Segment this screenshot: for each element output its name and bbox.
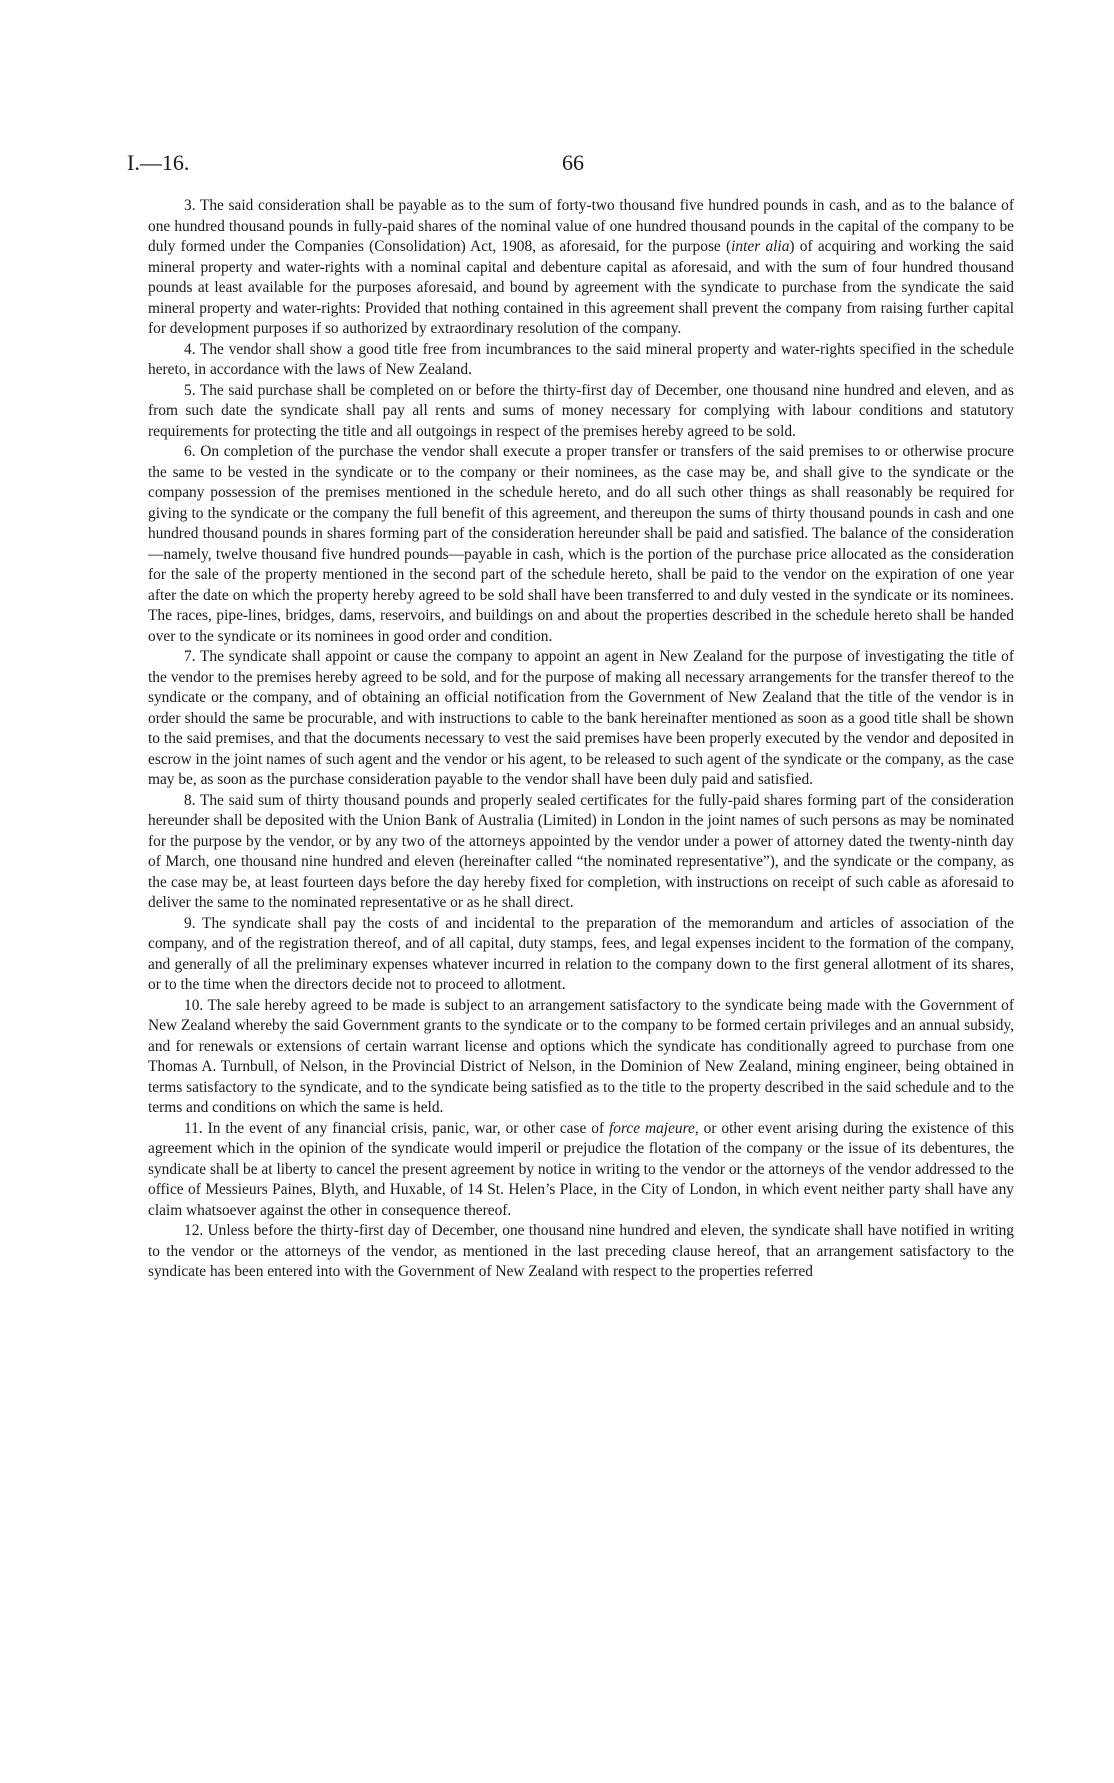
clause-3-text-a: 3. The said consideration shall be payable as to the sum of forty-two thousand five hundred pounds in cash, and as to the balance of one hundred thousand pounds in fully-paid shares of the nominal value of one hundred thousand pounds in the capital of the company to be duly formed under the Companies (Consolidation) Act, 1908, as aforesaid, for the purpose (	[148, 197, 1014, 255]
clause-3	[148, 196, 1014, 340]
clause-5: 5. The said purchase shall be completed on or before the thirty-first day of December, one thousand nine hundred and eleven, and as from such date the syndicate shall pay all rents and sums of money necessary for complying with labour conditions and statutory requirements for protecting the title and all outgoings in respect of the premises hereby agreed to be sold.	[148, 381, 1014, 440]
clause-8: 8. The said sum of thirty thousand pounds and properly sealed certificates for the fully-paid shares forming part of the consideration hereunder shall be deposited with the Union Bank of Australia (Limited) in London in the joint names of such persons as may be nominated for the purpose by the vendor, or by any two of the attorneys appointed by the vendor under a power of attorney dated the twenty-ninth day of March, one thousand nine hundred and eleven (hereinafter called “the nominated representative”), and the syndicate or the company, as the case may be, at least fourteen days before the day hereby fixed for completion, with instructions on receipt of such cable as aforesaid to deliver the same to the nominated representative or as he shall direct.	[148, 791, 1014, 911]
page-number: 66	[562, 150, 584, 175]
clause-7: 7. The syndicate shall appoint or cause the company to appoint an agent in New Zealand for the purpose of investigating the title of the vendor to the premises hereby agreed to be sold, and for the purpose of making all necessary arrangements for the transfer thereof to the syndicate or the company, and of obtaining an official notification from the Government of New Zealand that the title of the vendor is in order should the same be procurable, and with instructions to cable to the bank hereinafter mentioned as soon as a good title shall be shown to the said premises, and that the documents necessary to vest the said premises have been properly executed by the vendor and deposited in escrow in the joint names of such agent and the vendor or his agent, to be released to such agent of the syndicate or the company, as the case may be, as soon as the purchase consideration payable to the vendor shall have been duly paid and satisfied.	[148, 648, 1014, 788]
clause-3-text-b: ) of acquiring and working the said mineral property and water-rights with a nominal capital and debenture capital as aforesaid, and with the sum of four hundred thousand pounds at least available for the purposes aforesaid, and bound by agreement with the syndicate to purchase from the syndicate the said mineral property and water-rights: Provided that nothing contained in this agreement shall prevent the company from raising further capital for development purposes if so authorized by extraordinary resolution of the company.	[148, 238, 1014, 337]
clause-11	[148, 1119, 1014, 1222]
page-header	[127, 150, 1007, 180]
body-text	[148, 196, 1014, 1283]
clause-11-italic: force majeure	[609, 1119, 695, 1137]
clause-11-text-b: , or other event arising during the existence of this agreement which in the opinion of the syndicate would imperil or prejudice the flotation of the company or the issue of its debentures, the syndicate shall be at liberty to cancel the present agreement by notice in writing to the vendor or the attorneys of the vendor addressed to the office of Messieurs Paines, Blyth, and Huxable, of 14 St. Helen’s Place, in the City of London, in which event neither party shall have any claim whatsoever against the other in consequence thereof.	[148, 1119, 1014, 1219]
clause-10: 10. The sale hereby agreed to be made is subject to an arrangement satisfactory to the syndicate being made with the Government of New Zealand whereby the said Government grants to the syndicate or to the company to be formed certain privileges and an annual subsidy, and for renewals or extensions of certain warrant license and options which the syndicate has conditionally agreed to purchase from one Thomas A. Turnbull, of Nelson, in the Provincial District of Nelson, in the Dominion of New Zealand, mining engineer, being obtained in terms satisfactory to the syndicate, and to the syndicate being satisfied as to the title to the property described in the said schedule and to the terms and conditions on which the same is held.	[148, 996, 1014, 1116]
clause-4: 4. The vendor shall show a good title free from incumbrances to the said mineral property and water-rights specified in the schedule hereto, in accordance with the laws of New Zealand.	[148, 340, 1014, 378]
document-reference: I.—16.	[127, 150, 190, 175]
clause-12: 12. Unless before the thirty-first day of December, one thousand nine hundred and eleven, the syndicate shall have notified in writing to the vendor or the attorneys of the vendor, as mentioned in the last preceding clause hereof, that an arrangement satisfactory to the syndicate has been entered into with the Government of New Zealand with respect to the properties referred	[148, 1222, 1014, 1280]
clause-11-text-a: 11. In the event of any financial crisis, panic, war, or other case of	[184, 1119, 610, 1137]
clause-9: 9. The syndicate shall pay the costs of and incidental to the preparation of the memorandum and articles of association of the company, and of the registration thereof, and of all capital, duty stamps, fees, and legal expenses incident to the formation of the company, and generally of all the preliminary expenses whatever incurred in relation to the company down to the first general allotment of its shares, or to the time when the directors decide not to proceed to allotment.	[148, 914, 1014, 993]
clause-3-italic: inter alia	[731, 238, 790, 255]
clause-6: 6. On completion of the purchase the vendor shall execute a proper transfer or transfers of the said premises to or otherwise procure the same to be vested in the syndicate or to the company or their nominees, as the case may be, and shall give to the syndicate or the company possession of the premises mentioned in the schedule hereto, and do all such other things as shall reasonably be required for giving to the syndicate or the company the full benefit of this agreement, and thereupon the sums of thirty thousand pounds in cash and one hundred thousand pounds in shares forming part of the consideration hereunder shall be paid and satisfied. The balance of the consideration—namely, twelve thousand five hundred pounds—payable in cash, which is the portion of the purchase price allocated as the consideration for the sale of the property mentioned in the second part of the schedule hereto, shall be paid to the vendor on the expiration of one year after the date on which the property hereby agreed to be sold shall have been transferred to and duly vested in the syndicate or its nominees. The races, pipe-lines, bridges, dams, reservoirs, and buildings on and about the properties described in the schedule hereto shall be handed over to the syndicate or its nominees in good order and condition.	[148, 443, 1014, 645]
